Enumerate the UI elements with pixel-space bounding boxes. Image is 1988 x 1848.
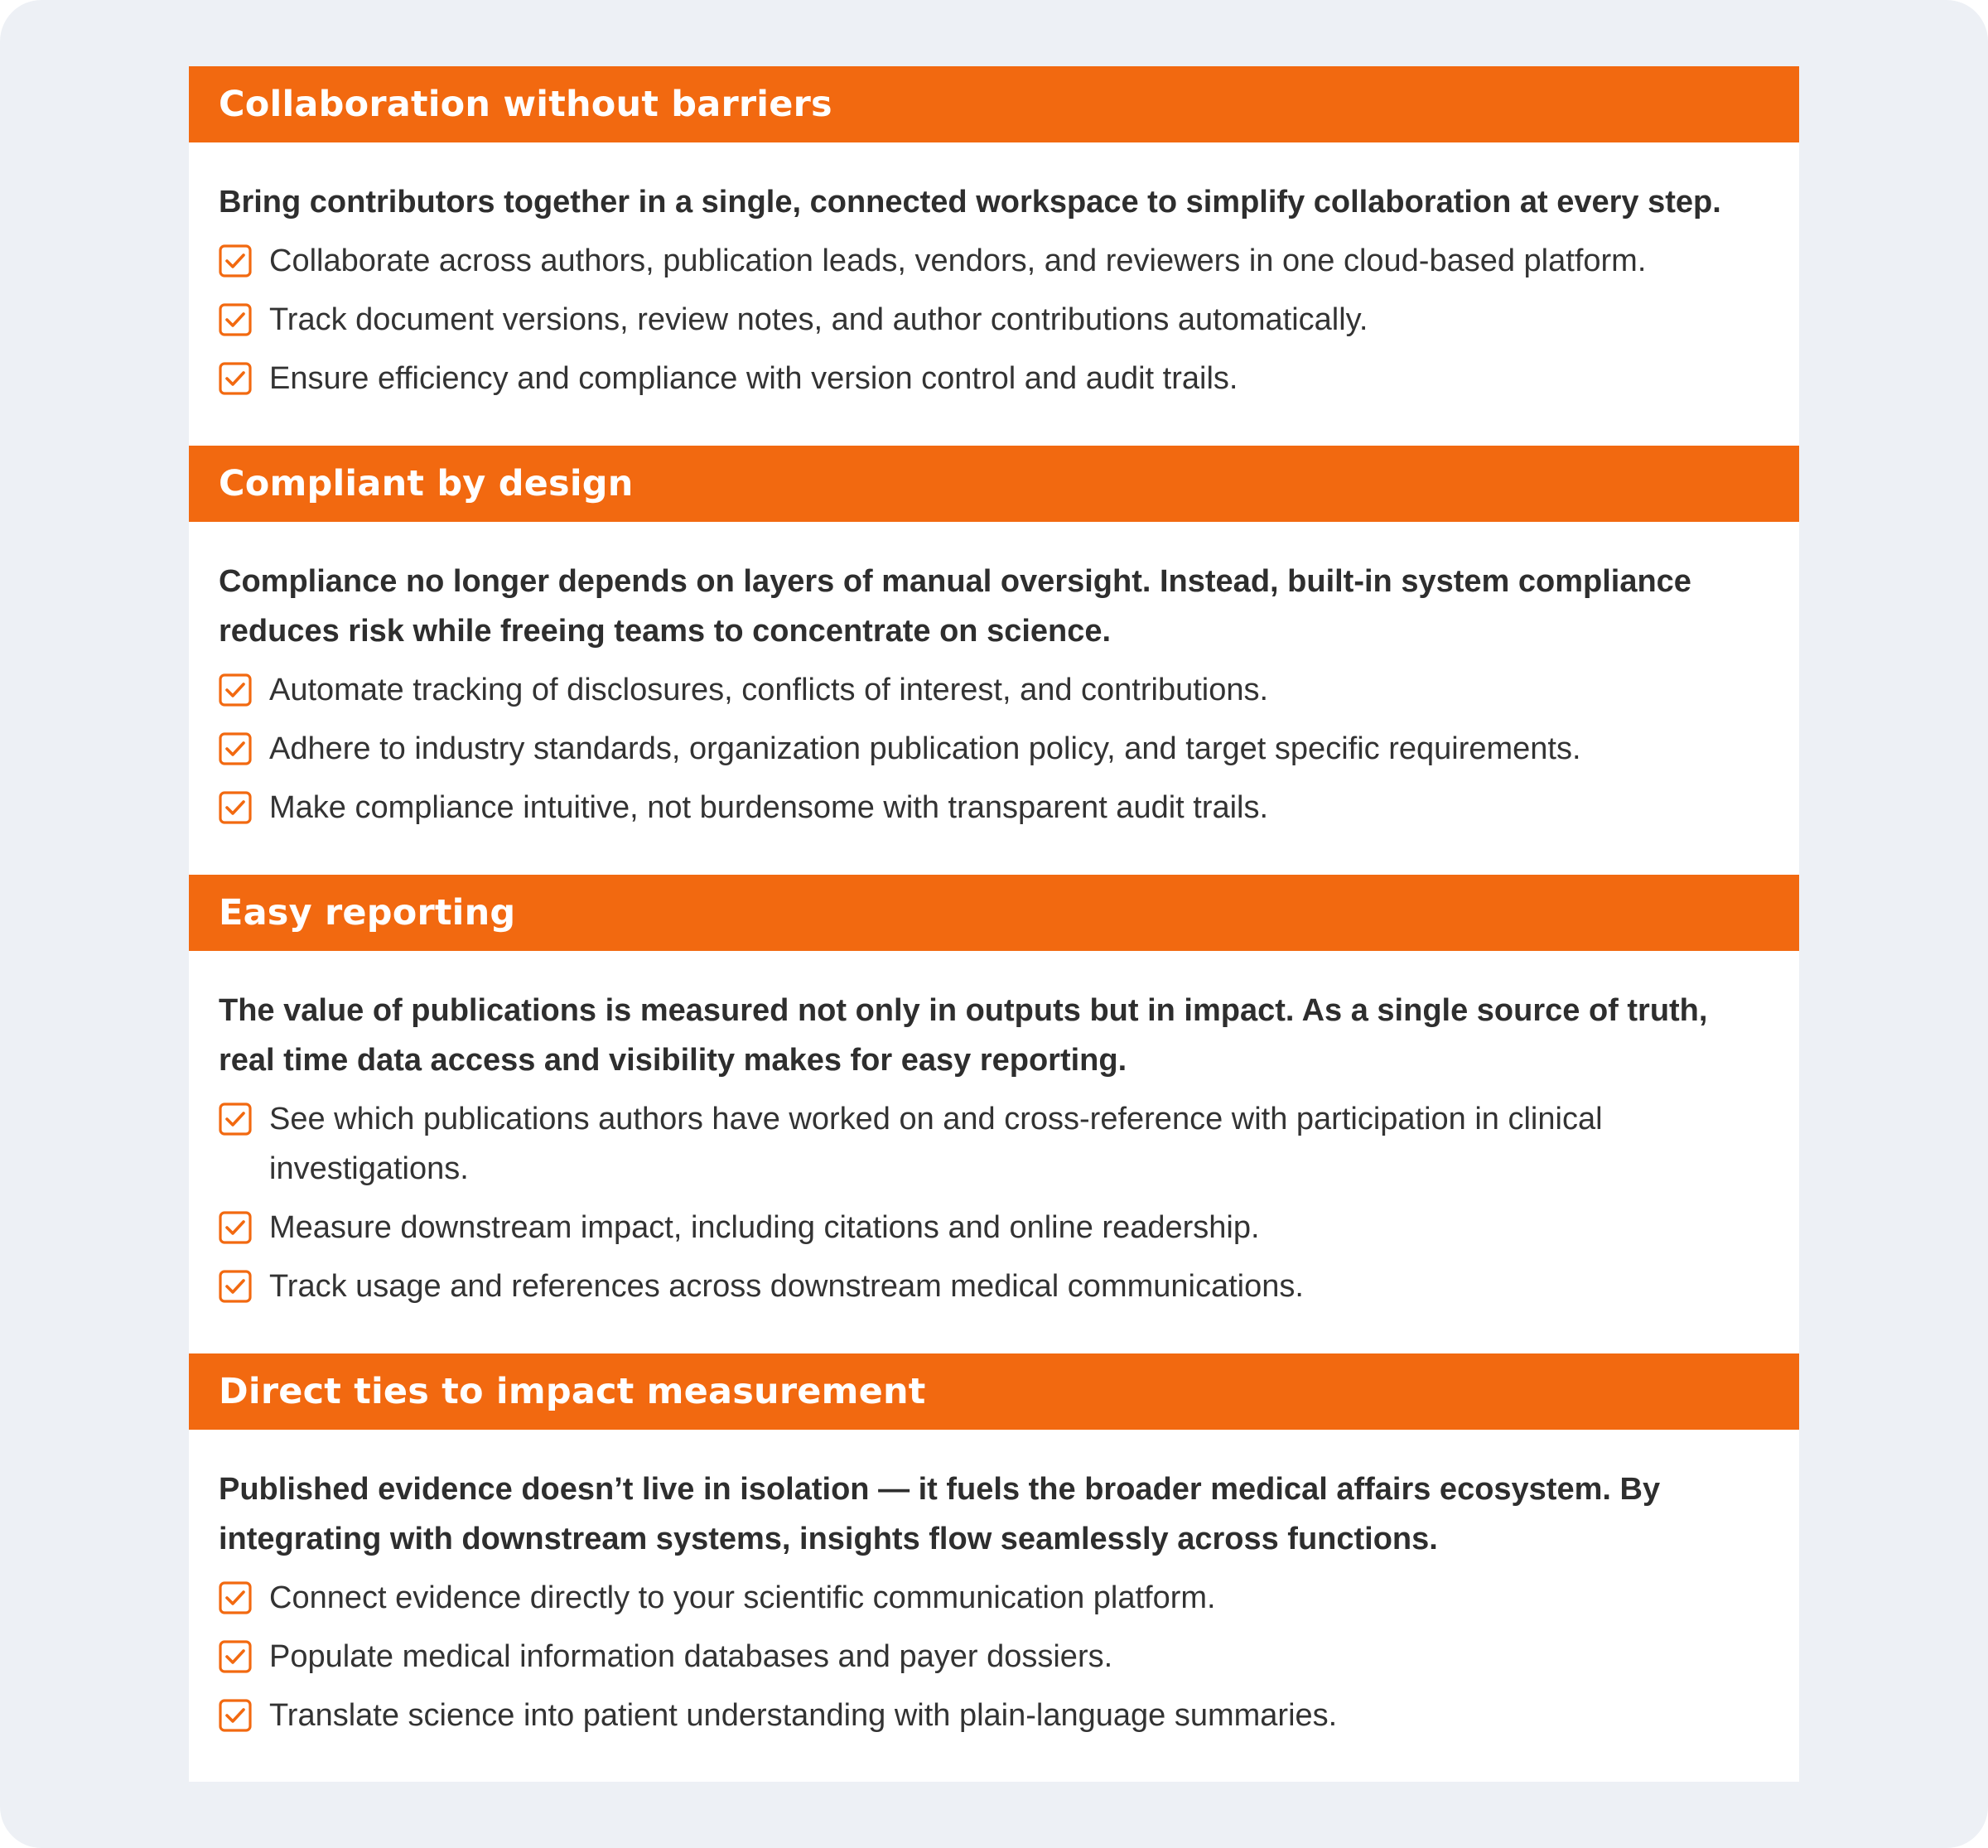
list-item xyxy=(219,295,1769,345)
checklist xyxy=(219,665,1769,832)
section-lead: Compliance no longer depends on layers of manual oversight. Instead, built-in system compliance reduces risk while freeing teams to concentrate on science. xyxy=(219,564,1691,649)
list-item-text: Make compliance intuitive, not burdensome with transparent audit trails. xyxy=(269,790,1269,825)
list-item xyxy=(219,1691,1769,1740)
list-item-text: Measure downstream impact, including citations and online readership. xyxy=(269,1210,1260,1245)
checkbox-checked-icon xyxy=(219,1211,252,1244)
list-item xyxy=(219,354,1769,403)
checklist xyxy=(219,1573,1769,1740)
checkbox-checked-icon xyxy=(219,1581,252,1614)
list-item-text: Connect evidence directly to your scientific communication platform. xyxy=(269,1580,1216,1615)
checkbox-checked-icon xyxy=(219,1103,252,1136)
section-lead: Bring contributors together in a single, connected workspace to simplify collaboration at every step. xyxy=(219,185,1721,220)
checkbox-checked-icon xyxy=(219,732,252,765)
list-item xyxy=(219,1632,1769,1682)
section-body xyxy=(189,1430,1799,1740)
checklist xyxy=(219,1094,1769,1311)
checkbox-checked-icon xyxy=(219,791,252,824)
section-title: Direct ties to impact measurement xyxy=(189,1353,1799,1430)
section-body xyxy=(189,951,1799,1311)
list-item-text: See which publications authors have worked on and cross-reference with participation in clinical investigations. xyxy=(269,1102,1603,1186)
section-compliance xyxy=(189,446,1799,875)
section-body xyxy=(189,522,1799,832)
section-body xyxy=(189,142,1799,403)
checkbox-checked-icon xyxy=(219,1640,252,1673)
list-item xyxy=(219,236,1769,286)
feature-card xyxy=(189,66,1799,1782)
list-item-text: Collaborate across authors, publication leads, vendors, and reviewers in one cloud-based platform. xyxy=(269,244,1647,278)
list-item-text: Adhere to industry standards, organization publication policy, and target specific requirements. xyxy=(269,731,1581,766)
list-item-text: Translate science into patient understanding with plain-language summaries. xyxy=(269,1698,1338,1733)
checkbox-checked-icon xyxy=(219,1699,252,1732)
section-collaboration xyxy=(189,66,1799,446)
list-item-text: Populate medical information databases and payer dossiers. xyxy=(269,1639,1113,1674)
list-item-text: Ensure efficiency and compliance with version control and audit trails. xyxy=(269,361,1238,396)
list-item-text: Track document versions, review notes, and author contributions automatically. xyxy=(269,302,1368,337)
checkbox-checked-icon xyxy=(219,303,252,336)
checkbox-checked-icon xyxy=(219,244,252,277)
list-item xyxy=(219,783,1769,832)
section-lead: Published evidence doesn’t live in isolation — it fuels the broader medical affairs ecosystem. By integrating with downstream systems, insights flow seamlessly across functions. xyxy=(219,1472,1661,1556)
list-item xyxy=(219,1203,1769,1252)
list-item xyxy=(219,1094,1769,1194)
section-title: Compliant by design xyxy=(189,446,1799,522)
checkbox-checked-icon xyxy=(219,673,252,707)
section-title: Easy reporting xyxy=(189,875,1799,951)
checkbox-checked-icon xyxy=(219,1270,252,1303)
checklist xyxy=(219,236,1769,403)
list-item-text: Automate tracking of disclosures, conflicts of interest, and contributions. xyxy=(269,673,1269,707)
checkbox-checked-icon xyxy=(219,362,252,395)
list-item xyxy=(219,1573,1769,1623)
section-lead: The value of publications is measured not only in outputs but in impact. As a single source of truth, real time data access and visibility makes for easy reporting. xyxy=(219,993,1708,1078)
list-item xyxy=(219,1262,1769,1311)
section-reporting xyxy=(189,875,1799,1353)
section-impact xyxy=(189,1353,1799,1782)
list-item-text: Track usage and references across downstream medical communications. xyxy=(269,1269,1304,1304)
list-item xyxy=(219,665,1769,715)
list-item xyxy=(219,724,1769,774)
section-title: Collaboration without barriers xyxy=(189,66,1799,142)
